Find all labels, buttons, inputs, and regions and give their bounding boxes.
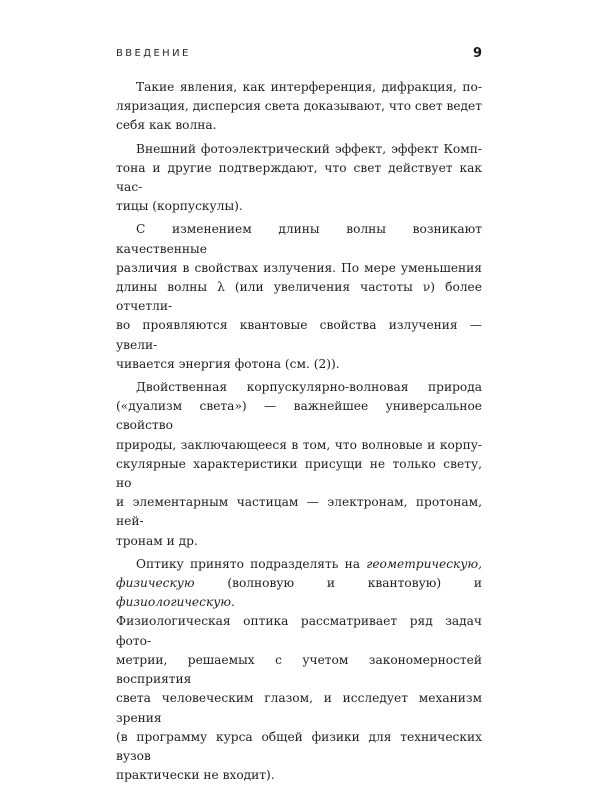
text-line: ляризация, дисперсия света доказывают, что свет ведет: [116, 99, 482, 114]
text-line: чивается энергия фотона (см. (2)).: [116, 356, 340, 371]
text-line: Внешний фотоэлектрический эффект, эффект Комп-: [136, 141, 482, 156]
paragraph-1: [116, 78, 482, 136]
paragraph-4: [116, 378, 482, 551]
page-number: 9: [472, 46, 482, 61]
text-line: Такие явления, как интерференция, дифракция, по-: [136, 80, 482, 94]
italic-term: геометрическую,: [366, 556, 482, 571]
text-line: метрии, решаемых с учетом закономерностей восприятия: [116, 652, 482, 687]
text-line: тронам и др.: [116, 533, 198, 548]
text-line: практически не входит).: [116, 768, 275, 783]
text-line: (в программу курса общей физики для технических вузов: [116, 729, 482, 763]
italic-term: физиологическую.: [116, 595, 235, 610]
text-line: света человеческим глазом, и исследует механизм зрения: [116, 691, 482, 725]
text-line: С изменением длины волны возникают качественные: [116, 222, 482, 256]
text-line: скулярные характеристики присущи не только свету, но: [116, 456, 482, 491]
italic-term: физическую: [116, 576, 195, 591]
body-text: [116, 78, 482, 785]
text-line: Физиологическая оптика рассматривает ряд задач фото-: [116, 614, 482, 648]
text-line: во проявляются квантовые свойства излучения — увели-: [116, 318, 482, 352]
text-line: длины волны λ (или увеличения частоты ν) более отчетли-: [116, 280, 482, 314]
text-run: Оптику принято подразделять на: [136, 556, 367, 571]
text-line: природы, заключающееся в том, что волновые и корпу-: [116, 437, 482, 452]
section-title: ВВЕДЕНИЕ: [116, 48, 191, 59]
paragraph-5: [116, 555, 482, 785]
text-line: тицы (корпускулы).: [116, 199, 243, 214]
page-header: [116, 46, 484, 66]
text-run: (волновую и квантовую) и: [194, 576, 482, 591]
text-line: («дуализм света») — важнейшее универсальное свойство: [116, 399, 482, 433]
text-line: Двойственная корпускулярно-волновая природа: [136, 380, 482, 395]
text-line: тона и другие подтверждают, что свет действует как час-: [116, 160, 482, 195]
text-line: различия в свойствах излучения. По мере уменьшения: [116, 260, 482, 275]
text-line: [116, 574, 482, 612]
text-line: и элементарным частицам — электронам, протонам, ней-: [116, 495, 482, 529]
paragraph-3: [116, 220, 482, 374]
text-line: [116, 555, 482, 574]
text-line: себя как волна.: [116, 118, 217, 133]
paragraph-2: [116, 140, 482, 217]
